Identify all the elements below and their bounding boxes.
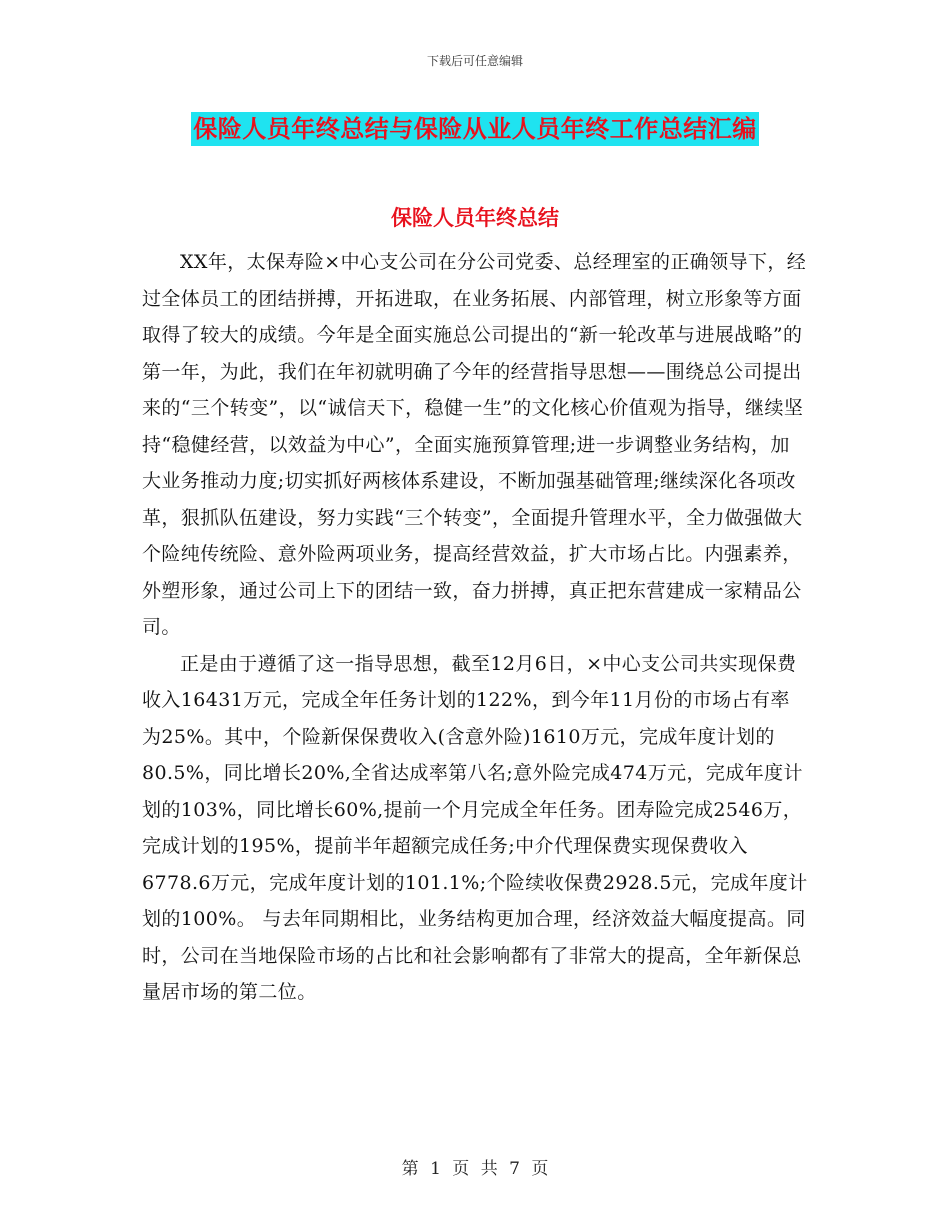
section-title: 保险人员年终总结 bbox=[391, 205, 559, 230]
page-number-footer: 第 1 页 共 7 页 bbox=[401, 1159, 549, 1179]
paragraph: XX年，太保寿险×中心支公司在分公司党委、总经理室的正确领导下，经过全体员工的团结拼搏，开拓进取，在业务拓展、内部管理，树立形象等方面取得了较大的成绩。今年是全面实施总公司提出的“新一轮改革与进展战略”的第一年，为此，我们在年初就明确了今年的经营指导思想——围绕总公司提出来的“三个转变”，以“诚信天下，稳健一生”的文化核心价值观为指导，继续坚持“稳健经营，以效益为中心”，全面实施预算管理;进一步调整业务结构，加大业务推动力度;切实抓好两核体系建设，不断加强基础管理;继续深化各项改革，狠抓队伍建设，努力实践“三个转变”，全面提升管理水平，全力做强做大个险纯传统险、意外险两项业务，提高经营效益，扩大市场占比。内强素养，外塑形象，通过公司上下的团结一致，奋力拼搏，真正把东营建成一家精品公司。 bbox=[142, 251, 807, 638]
paragraph: 正是由于遵循了这一指导思想，截至12月6日，×中心支公司共实现保费收入16431万元，完成全年任务计划的122%，到今年11月份的市场占有率为25%。其中，个险新保保费收入(含意外险)1610万元，完成年度计划的80.5%，同比增长20%,全省达成率第八名;意外险完成474万元，完成年度计划的103%，同比增长60%,提前一个月完成全年任务。团寿险完成2546万，完成计划的195%，提前半年超额完成任务;中介代理保费实现保费收入6778.6万元，完成年度计划的101.1%;个险续收保费2928.5元，完成年度计划的100%。 与去年同期相比，业务结构更加合理，经济效益大幅度提高。同时，公司在当地保险市场的占比和社会影响都有了非常大的提高，全年新保总量居市场的第二位。 bbox=[142, 652, 808, 1003]
document-body bbox=[142, 244, 808, 1011]
document-title: 保险人员年终总结与保险从业人员年终工作总结汇编 bbox=[191, 112, 759, 146]
page-header-note: 下载后可任意编辑 bbox=[426, 54, 523, 68]
document-title-container bbox=[0, 112, 950, 146]
